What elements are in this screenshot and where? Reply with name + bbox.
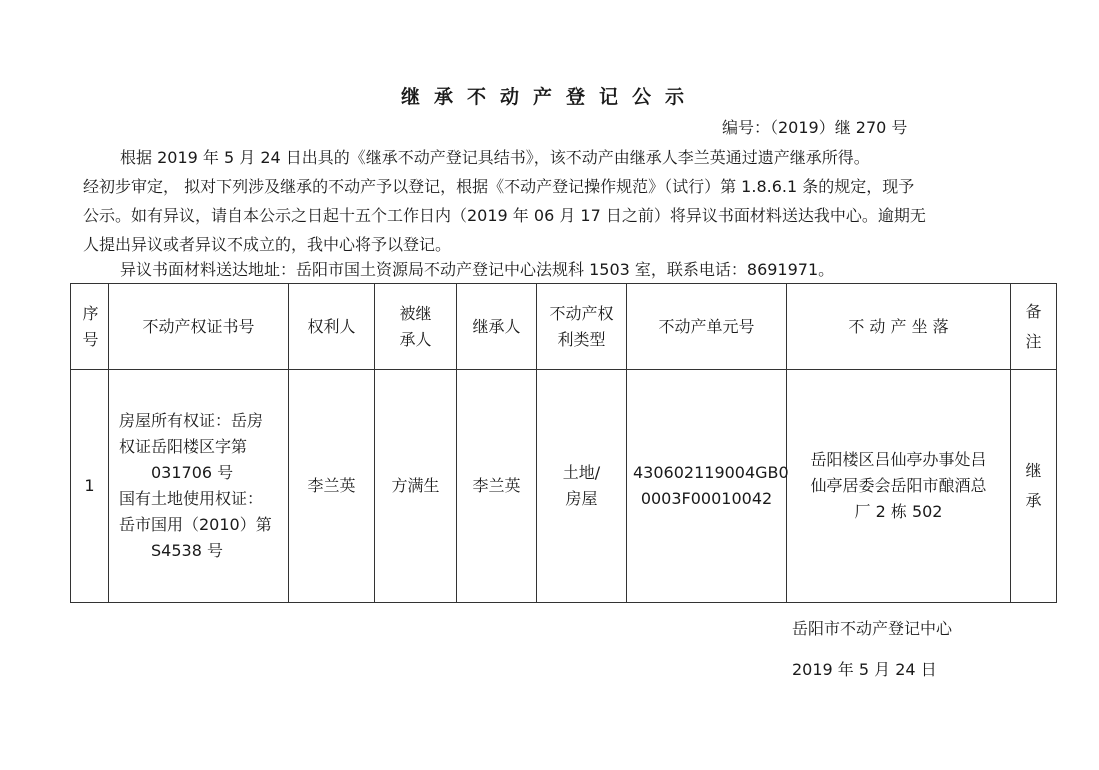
certificate-line: 岳市国用（2010）第 (119, 515, 272, 534)
location-line: 仙亭居委会岳阳市酿酒总 (810, 476, 987, 495)
cell-right-type (537, 370, 627, 603)
paragraph-line: 公示。如有异议，请自本公示之日起十五个工作日内（2019 年 06 月 17 日之前）将异议书面材料送达我中心。逾期无 (83, 206, 926, 225)
issue-date: 2019 年 5 月 24 日 (792, 660, 937, 679)
right-type-line: 土地/ (562, 463, 601, 482)
header-certificate: 不动产权证书号 (109, 284, 289, 370)
certificate-line: S4538 号 (151, 541, 223, 560)
cell-location (787, 370, 1011, 603)
cell-unit-number (627, 370, 787, 603)
cell-right-holder: 李兰英 (289, 370, 375, 603)
cell-decedent: 方满生 (375, 370, 457, 603)
paragraph-inheritance-basis: 根据 2019 年 5 月 24 日出具的《继承不动产登记具结书》，该不动产由继承人李兰英通过遗产继承所得。 (120, 148, 870, 167)
cell-serial: 1 (71, 370, 109, 603)
certificate-line: 国有土地使用权证： (119, 489, 264, 508)
table-row (71, 370, 1057, 603)
location-line: 岳阳楼区吕仙亭办事处吕 (810, 450, 987, 469)
location-line: 厂 2 栋 502 (854, 502, 943, 521)
unit-number-line: 0003F00010042 (640, 489, 773, 508)
header-unit-number: 不动产单元号 (627, 284, 787, 370)
right-type-line: 房屋 (565, 489, 598, 508)
paragraph-line: 人提出异议或者异议不成立的，我中心将予以登记。 (83, 235, 452, 254)
cell-remark: 继承 (1011, 370, 1057, 603)
issuer-name: 岳阳市不动产登记中心 (792, 619, 953, 638)
header-right-holder: 权利人 (289, 284, 375, 370)
header-location: 不 动 产 坐 落 (787, 284, 1011, 370)
cell-heir: 李兰英 (457, 370, 537, 603)
paragraph-review-notice (83, 172, 926, 259)
certificate-line: 031706 号 (151, 463, 234, 482)
document-number: 编号：（2019）继 270 号 (722, 118, 908, 137)
header-remark: 备注 (1011, 284, 1057, 370)
table-header-row (71, 284, 1057, 370)
certificate-line: 权证岳阳楼区字第 (119, 437, 248, 456)
page-title: 继承不动产登记公示 (400, 86, 698, 108)
cell-certificate (109, 370, 289, 603)
paragraph-line: 经初步审定， 拟对下列涉及继承的不动产予以登记，根据《不动产登记操作规范》（试行）第 1.8.6.1 条的规定，现予 (83, 177, 915, 196)
header-right-type: 不动产权利类型 (537, 284, 627, 370)
header-decedent: 被继承人 (375, 284, 457, 370)
paragraph-objection-address: 异议书面材料送达地址：岳阳市国土资源局不动产登记中心法规科 1503 室，联系电话：8691971。 (120, 260, 835, 279)
header-heir: 继承人 (457, 284, 537, 370)
unit-number-line: 430602119004GB0 (633, 463, 789, 482)
registration-table (70, 283, 1057, 603)
header-serial: 序号 (71, 284, 109, 370)
certificate-line: 房屋所有权证：岳房 (119, 411, 264, 430)
